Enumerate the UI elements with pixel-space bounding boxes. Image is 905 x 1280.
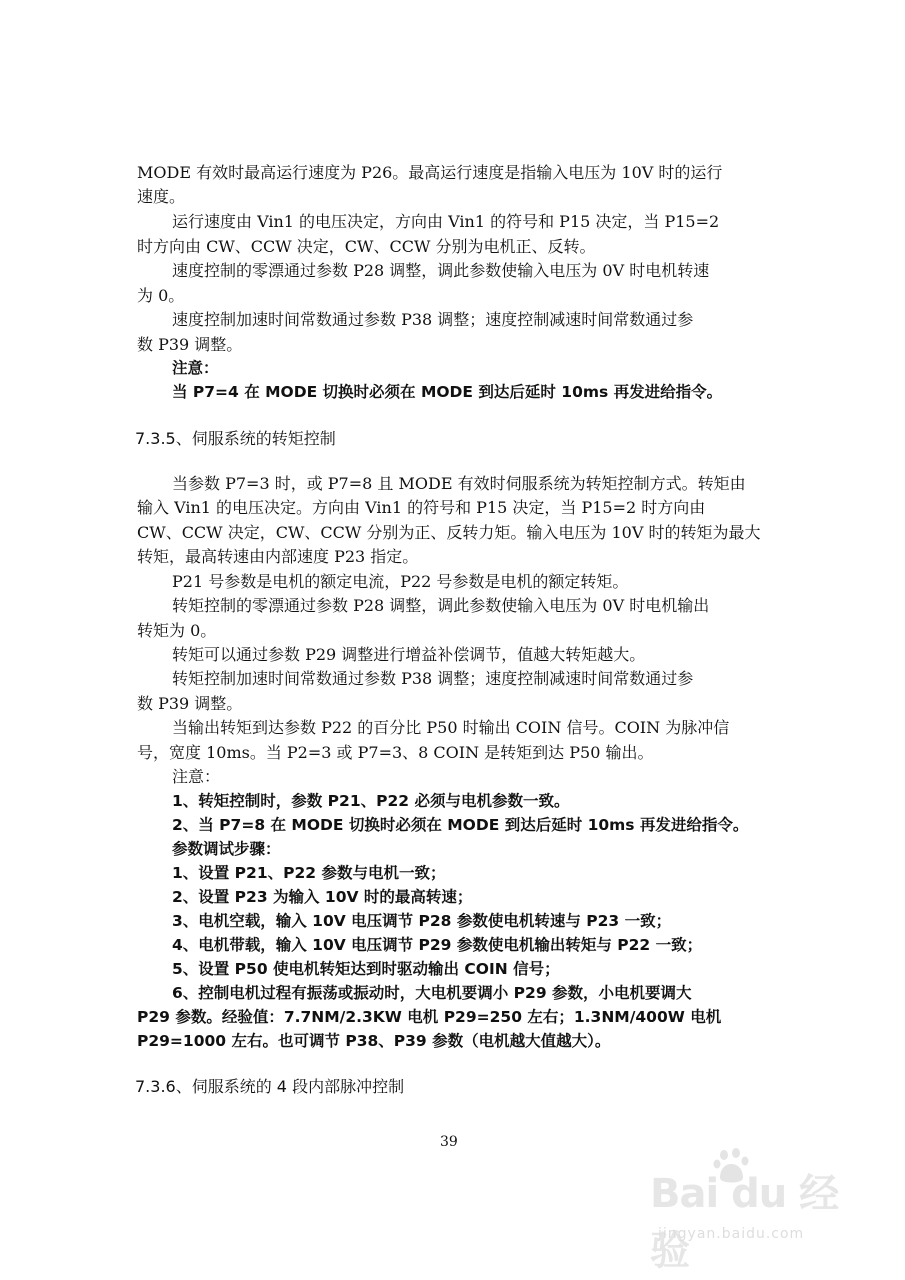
note-item: 2、当 P7=8 在 MODE 切换时必须在 MODE 到达后延时 10ms 再发进给指令。 — [172, 816, 749, 834]
note-label: 注意： — [172, 767, 221, 786]
text-line: 数 P39 调整。 — [137, 694, 243, 713]
text-line: 运行速度由 Vin1 的电压决定，方向由 Vin1 的符号和 P15 决定，当 P15=2 — [172, 212, 720, 231]
step-item: 3、电机空载，输入 10V 电压调节 P28 参数使电机转速与 P23 一致； — [172, 912, 672, 930]
step-item: 2、设置 P23 为输入 10V 时的最高转速； — [172, 888, 473, 906]
text-line: 为 0。 — [137, 286, 185, 305]
text-line: 输入 Vin1 的电压决定。方向由 Vin1 的符号和 P15 决定，当 P15=2 时方向由 — [137, 498, 706, 517]
note-label: 注意： — [172, 359, 219, 377]
note-text: 当 P7=4 在 MODE 切换时必须在 MODE 到达后延时 10ms 再发进给指令。 — [172, 383, 723, 401]
text-line: 速度控制的零漂通过参数 P28 调整，调此参数使输入电压为 0V 时电机转速 — [172, 261, 710, 280]
step-item: 6、控制电机过程有振荡或振动时，大电机要调小 P29 参数，小电机要调大 — [172, 984, 692, 1002]
text-line: 当输出转矩到达参数 P22 的百分比 P50 时输出 COIN 信号。COIN 为脉冲信 — [172, 718, 730, 737]
text-line: 号，宽度 10ms。当 P2=3 或 P7=3、8 COIN 是转矩到达 P50 输出。 — [137, 743, 654, 762]
text-line: CW、CCW 决定，CW、CCW 分别为正、反转力矩。输入电压为 10V 时的转矩为最大 — [137, 523, 761, 542]
text-line: 速度控制加速时间常数通过参数 P38 调整；速度控制减速时间常数通过参 — [172, 310, 694, 329]
step-item: 1、设置 P21、P22 参数与电机一致； — [172, 864, 446, 882]
text-line: P21 号参数是电机的额定电流，P22 号参数是电机的额定转矩。 — [172, 572, 629, 591]
step-item-cont: P29 参数。经验值：7.7NM/2.3KW 电机 P29=250 左右；1.3NM/400W 电机 — [137, 1008, 722, 1026]
text-line: 时方向由 CW、CCW 决定，CW、CCW 分别为电机正、反转。 — [137, 237, 596, 256]
watermark-url: jingyan.baidu.com — [658, 1226, 805, 1242]
note-item: 1、转矩控制时，参数 P21、P22 必须与电机参数一致。 — [172, 792, 570, 810]
step-item: 5、设置 P50 使电机转矩达到时驱动输出 COIN 信号； — [172, 960, 560, 978]
watermark-logo-text: Bai du 经验 — [650, 1171, 839, 1274]
text-line: 转矩，最高转速由内部速度 P23 指定。 — [137, 547, 419, 566]
step-item-cont: P29=1000 左右。也可调节 P38、P39 参数（电机越大值越大）。 — [137, 1032, 611, 1050]
text-line: 速度。 — [137, 187, 186, 206]
section-heading: 7.3.5、伺服系统的转矩控制 — [135, 429, 336, 448]
baidu-watermark — [650, 1146, 870, 1274]
text-line: 转矩控制加速时间常数通过参数 P38 调整；速度控制减速时间常数通过参 — [172, 669, 694, 688]
page-number: 39 — [440, 1134, 458, 1150]
steps-label: 参数调试步骤： — [172, 840, 281, 858]
step-item: 4、电机带载，输入 10V 电压调节 P29 参数使电机输出转矩与 P22 一致； — [172, 936, 703, 954]
text-line: 转矩为 0。 — [137, 621, 217, 640]
section-heading: 7.3.6、伺服系统的 4 段内部脉冲控制 — [135, 1077, 405, 1096]
text-line: 转矩可以通过参数 P29 调整进行增益补偿调节，值越大转矩越大。 — [172, 645, 646, 664]
text-line: 当参数 P7=3 时，或 P7=8 且 MODE 有效时伺服系统为转矩控制方式。转矩由 — [172, 474, 746, 493]
text-line: MODE 有效时最高运行速度为 P26。最高运行速度是指输入电压为 10V 时的运行 — [137, 163, 723, 182]
text-line: 转矩控制的零漂通过参数 P28 调整，调此参数使输入电压为 0V 时电机输出 — [172, 596, 710, 615]
text-line: 数 P39 调整。 — [137, 335, 243, 354]
